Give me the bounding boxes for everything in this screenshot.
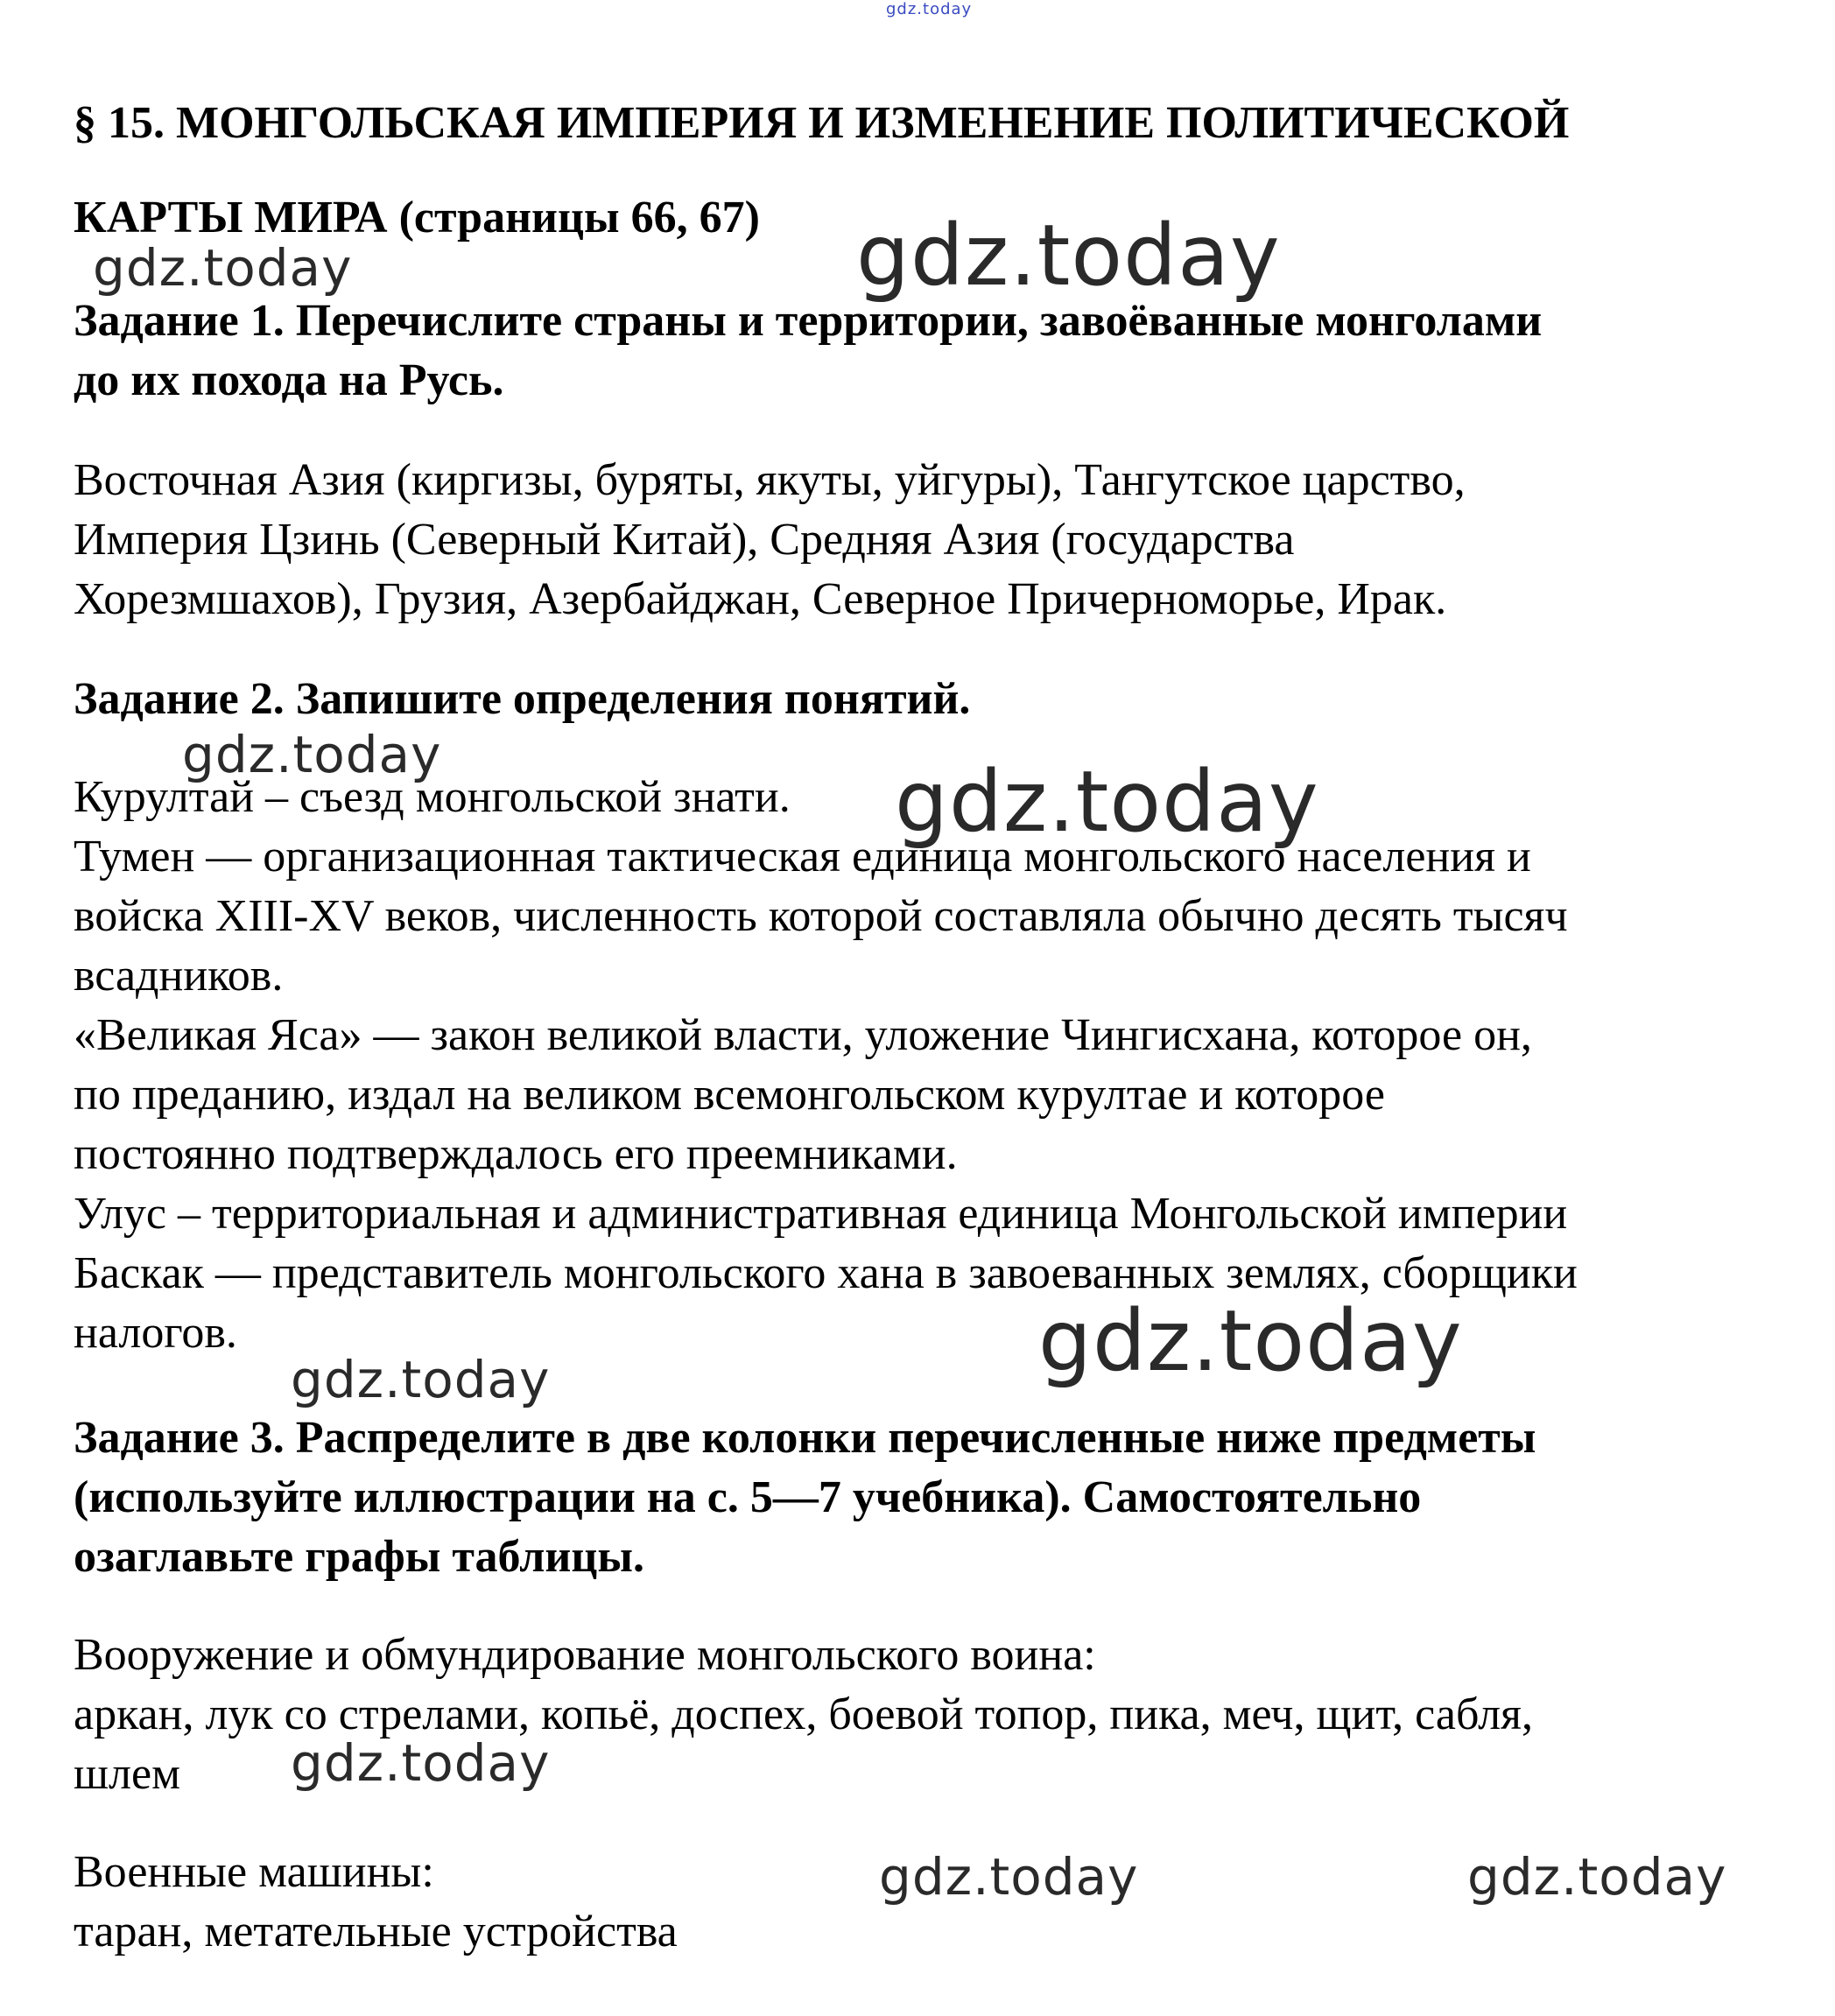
watermark: gdz.today — [895, 753, 1319, 851]
section-title-line-1: § 15. МОНГОЛЬСКАЯ ИМПЕРИЯ И ИЗМЕНЕНИЕ ПОЛИТИЧЕСКОЙ — [74, 98, 1570, 148]
task3-heading-line-2: (используйте иллюстрации на с. 5—7 учебника). Самостоятельно — [74, 1472, 1422, 1522]
task3-heading-line-3: озаглавьте графы таблицы. — [74, 1532, 644, 1582]
task3-column2-items: таран, метательные устройства — [74, 1907, 678, 1956]
task2-answer-line-5: «Великая Яса» — закон великой власти, уложение Чингисхана, которое он, — [74, 1010, 1532, 1060]
task2-answer-line-6: по преданию, издал на великом всемонгольском курултае и которое — [74, 1070, 1385, 1120]
header-watermark: gdz.today — [886, 0, 973, 18]
task2-answer-line-10: налогов. — [74, 1308, 237, 1358]
task3-column1-items-line-1: аркан, лук со стрелами, копьё, доспех, боевой топор, пика, меч, щит, сабля, — [74, 1689, 1533, 1739]
task1-heading-line-1: Задание 1. Перечислите страны и территории, завоёванные монголами — [74, 296, 1543, 346]
watermark: gdz.today — [291, 1350, 551, 1409]
watermark: gdz.today — [291, 1733, 551, 1793]
watermark: gdz.today — [1467, 1847, 1727, 1907]
task3-heading-line-1: Задание 3. Распределите в две колонки перечисленные ниже предметы — [74, 1413, 1536, 1463]
task2-answer-line-2: Тумен — организационная тактическая единица монгольского населения и — [74, 832, 1531, 882]
watermark: gdz.today — [879, 1847, 1139, 1907]
task2-answer-line-8: Улус – территориальная и административная единица Монгольской империи — [74, 1189, 1568, 1239]
watermark: gdz.today — [182, 725, 442, 784]
task2-answer-line-1: Курултай – съезд монгольской знати. — [74, 772, 791, 822]
task2-answer-line-4: всадников. — [74, 951, 284, 1001]
task2-answer-line-9: Баскак — представитель монгольского хана в завоеванных землях, сборщики — [74, 1248, 1578, 1298]
task2-answer-line-3: войска XIII-XV веков, численность которой составляла обычно десять тысяч — [74, 891, 1568, 941]
task3-column1-title: Вооружение и обмундирование монгольского воина: — [74, 1630, 1096, 1680]
task3-column1-items-line-2: шлем — [74, 1749, 180, 1799]
task2-answer-line-7: постоянно подтверждалось его преемниками. — [74, 1129, 958, 1179]
task1-answer-line-3: Хорезмшахов), Грузия, Азербайджан, Северное Причерноморье, Ирак. — [74, 574, 1447, 624]
task1-heading-line-2: до их похода на Русь. — [74, 355, 504, 405]
watermark: gdz.today — [856, 207, 1281, 305]
task3-column2-title: Военные машины: — [74, 1847, 434, 1897]
task1-answer-line-2: Империя Цзинь (Северный Китай), Средняя Азия (государства — [74, 515, 1295, 565]
watermark: gdz.today — [1038, 1292, 1463, 1390]
watermark: gdz.today — [93, 238, 353, 298]
task2-heading: Задание 2. Запишите определения понятий. — [74, 674, 971, 724]
task1-answer-line-1: Восточная Азия (киргизы, буряты, якуты, уйгуры), Тангутское царство, — [74, 455, 1466, 505]
section-title-line-2: КАРТЫ МИРА (страницы 66, 67) — [74, 193, 760, 242]
